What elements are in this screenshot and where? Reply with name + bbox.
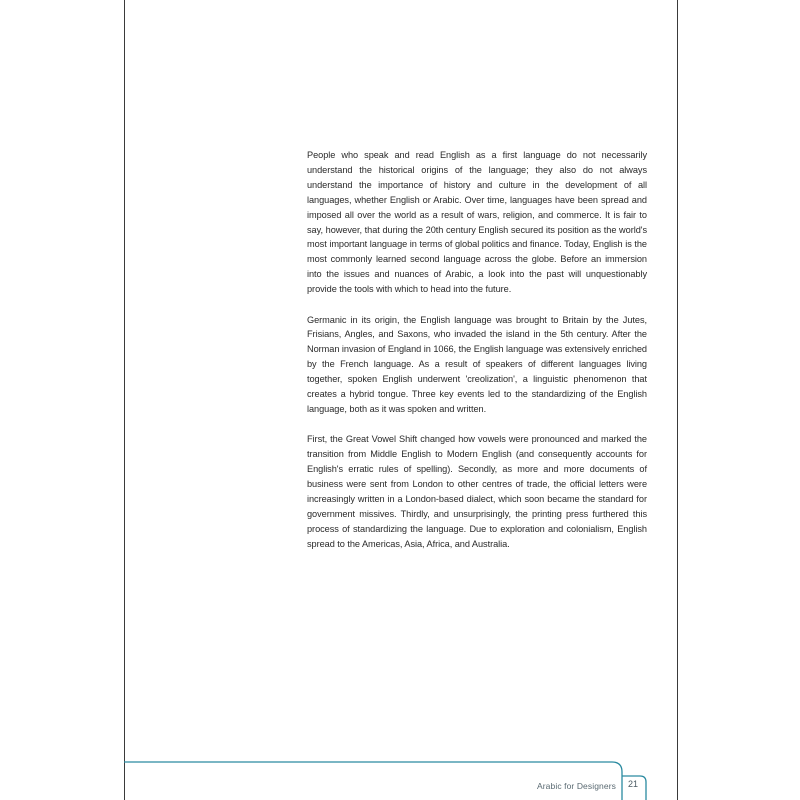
paragraph-1: People who speak and read English as a first language do not necessarily understand the historical origins of the language; they also do not always understand the importance of history and culture in the development of all languages, whether English or Arabic. Over time, languages have been spread and imposed all over the world as a result of wars, religion, and commerce. It is fair to say, however, that during the 20th century English secured its position as the world's most important language in terms of global politics and finance. Today, English is the most commonly learned second language across the globe. Before an immersion into the issues and nuances of Arabic, a look into the past will unquestionably provide the tools with which to head into the future. xyxy=(307,150,647,295)
body-text xyxy=(307,148,647,567)
paragraph-3: First, the Great Vowel Shift changed how vowels were pronounced and marked the transition from Middle English to Modern English (and consequently accounts for English's erratic rules of spelling). Secondly, as more and more documents of business were sent from London to other centres of trade, the official letters were increasingly written in a London-based dialect, which soon became the standard for government missives. Thirdly, and unsurprisingly, the printing press furthered this process of standardizing the language. Due to exploration and colonialism, English spread to the Americas, Asia, Africa, and Australia. xyxy=(307,434,647,549)
document-page xyxy=(124,0,678,800)
footer-page-number: 21 xyxy=(627,779,638,789)
paragraph-2: Germanic in its origin, the English language was brought to Britain by the Jutes, Frisians, Angles, and Saxons, who invaded the island in the 5th century. After the Norman invasion of England in 1066, the English language was extensively enriched by the French language. As a result of speakers of different languages living together, spoken English underwent 'creolization', a linguistic phenomenon that creates a hybrid tongue. Three key events led to the standardizing of the English language, both as it was spoken and written. xyxy=(307,314,647,414)
footer-book-title: Arabic for Designers xyxy=(536,781,616,791)
